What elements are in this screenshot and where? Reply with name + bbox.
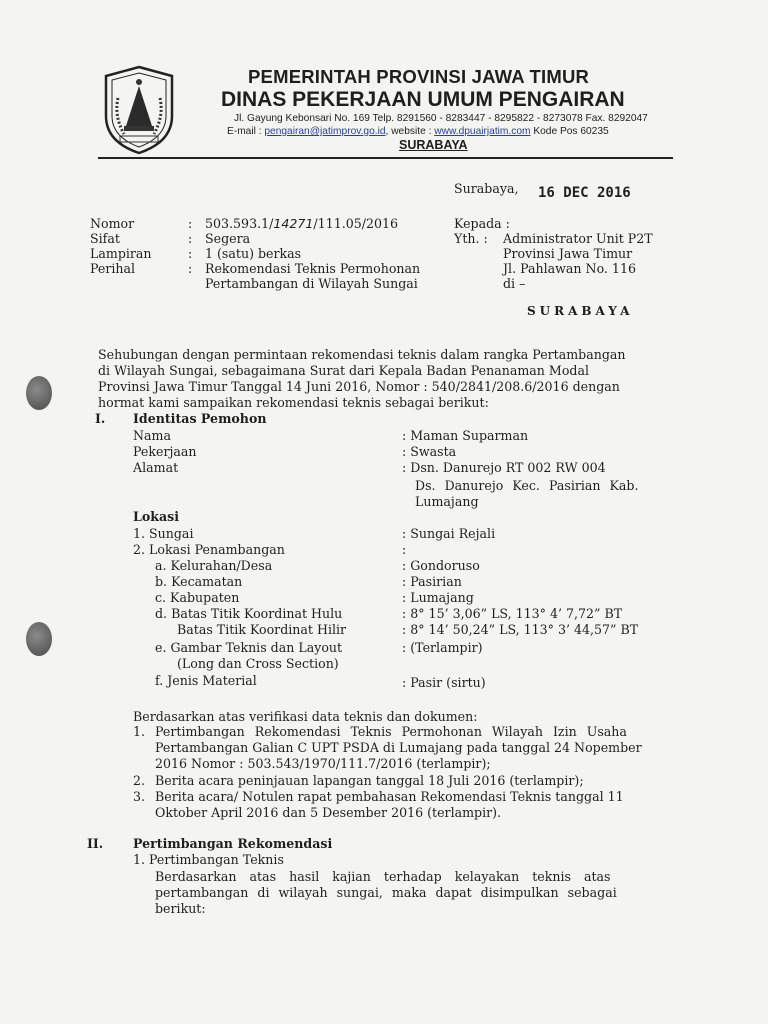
section-2-line: pertambangan di wilayah sungai, maka dapat disimpulkan sebagai — [155, 885, 617, 900]
recipient-line: Provinsi Jawa Timur — [503, 246, 633, 261]
verification-line: 2016 Nomor : 503.543/1970/111.7/2016 (terlampir); — [155, 756, 491, 771]
loc-value: : Lumajang — [402, 590, 474, 605]
loc-label: (Long dan Cross Section) — [177, 656, 339, 671]
letterhead-city: SURABAYA — [399, 138, 468, 152]
section-2-number: II. — [87, 836, 104, 851]
loc-value: : Sungai Rejali — [402, 526, 496, 541]
date-place: Surabaya, — [454, 181, 519, 196]
field-value: : Dsn. Danurejo RT 002 RW 004 — [402, 460, 606, 475]
nomor-handwritten: 14271 — [273, 216, 314, 231]
verification-line: Berita acara/ Notulen rapat pembahasan Rekomendasi Teknis tanggal 11 — [155, 789, 624, 804]
verification-num: 2. — [133, 773, 146, 788]
loc-label: b. Kecamatan — [155, 574, 243, 589]
verification-line: Berita acara peninjauan lapangan tanggal 18 Juli 2016 (terlampir); — [155, 773, 584, 788]
loc-label: 2. Lokasi Penambangan — [133, 542, 285, 557]
nomor-suffix: /111.05/2016 — [313, 216, 399, 231]
verification-lead: Berdasarkan atas verifikasi data teknis dan dokumen: — [133, 709, 478, 724]
nomor-prefix: 503.593.1/ — [205, 216, 274, 231]
loc-label: e. Gambar Teknis dan Layout — [155, 640, 343, 655]
verification-line: Oktober April 2016 dan 5 Desember 2016 (terlampir). — [155, 805, 502, 820]
loc-label: Batas Titik Koordinat Hilir — [177, 622, 347, 637]
meta-colon: : — [188, 261, 193, 276]
meta-lampiran-value: 1 (satu) berkas — [205, 246, 302, 261]
verification-line: Pertimbangan Rekomendasi Teknis Permohonan Wilayah Izin Usaha — [155, 724, 627, 739]
section-2-line: berikut: — [155, 901, 206, 916]
loc-label: f. Jenis Material — [155, 673, 257, 688]
recipient-line: di – — [503, 276, 526, 291]
provincial-emblem-icon — [100, 64, 178, 156]
verification-line: Pertambangan Galian C UPT PSDA di Lumajang pada tanggal 24 Nopember — [155, 740, 642, 755]
loc-label: a. Kelurahan/Desa — [155, 558, 273, 573]
meta-lampiran-label: Lampiran — [90, 246, 152, 261]
punch-hole-bottom — [26, 622, 52, 656]
meta-perihal-label: Perihal — [90, 261, 136, 276]
meta-colon: : — [188, 246, 193, 261]
field-value: : Maman Suparman — [402, 428, 529, 443]
loc-label: 1. Sungai — [133, 526, 194, 541]
section-2-sub: 1. Pertimbangan Teknis — [133, 852, 284, 867]
recipient-line: Administrator Unit P2T — [503, 231, 653, 246]
field-value: : Swasta — [402, 444, 457, 459]
field-label: Nama — [133, 428, 171, 443]
recipient-kepada: Kepada : — [454, 216, 510, 231]
date-stamp: 16 DEC 2016 — [538, 185, 631, 201]
meta-sifat-value: Segera — [205, 231, 251, 246]
loc-value: : 8° 14’ 50,24” LS, 113° 3’ 44,57” BT — [402, 622, 639, 637]
recipient-yth: Yth. : — [454, 231, 488, 246]
section-1-title: Identitas Pemohon — [133, 411, 267, 426]
meta-nomor-value — [205, 216, 398, 232]
verification-num: 3. — [133, 789, 146, 804]
field-label: Pekerjaan — [133, 444, 197, 459]
intro-line: Provinsi Jawa Timur Tanggal 14 Juni 2016, Nomor : 540/2841/208.6/2016 dengan — [98, 379, 620, 394]
meta-colon: : — [188, 216, 193, 231]
punch-hole-top — [26, 376, 52, 410]
section-1-number: I. — [95, 411, 106, 426]
loc-value: : — [402, 542, 407, 557]
meta-sifat-label: Sifat — [90, 231, 120, 246]
website-label: , website : — [385, 126, 432, 137]
recipient-line: Jl. Pahlawan No. 116 — [503, 261, 636, 276]
section-2-title: Pertimbangan Rekomendasi — [133, 836, 333, 851]
loc-value: : Pasirian — [402, 574, 462, 589]
email-link[interactable]: pengairan@jatimprov.go.id — [264, 126, 386, 137]
loc-value: : (Terlampir) — [402, 640, 483, 655]
government-name: PEMERINTAH PROVINSI JAWA TIMUR — [248, 66, 590, 87]
website-link[interactable]: www.dpuairjatim.com — [434, 126, 531, 137]
loc-value: : Gondoruso — [402, 558, 480, 573]
field-label: Alamat — [133, 460, 179, 475]
field-value-cont: Ds. Danurejo Kec. Pasirian Kab. — [415, 478, 639, 493]
loc-label: c. Kabupaten — [155, 590, 240, 605]
loc-label: d. Batas Titik Koordinat Hulu — [155, 606, 343, 621]
email-label: E-mail : — [227, 126, 262, 137]
lokasi-heading: Lokasi — [133, 509, 180, 524]
verification-num: 1. — [133, 724, 146, 739]
meta-perihal-value: Rekomendasi Teknis Permohonan — [205, 261, 421, 276]
section-2-line: Berdasarkan atas hasil kajian terhadap kelayakan teknis atas — [155, 869, 611, 884]
recipient-city: SURABAYA — [527, 304, 634, 318]
contact-line — [227, 126, 609, 137]
loc-value: : Pasir (sirtu) — [402, 675, 486, 690]
header-divider — [98, 157, 673, 159]
postal-code: Kode Pos 60235 — [533, 126, 609, 137]
agency-address: Jl. Gayung Kebonsari No. 169 Telp. 8291560 - 8283447 - 8295822 - 8273078 Fax. 8292047 — [234, 113, 648, 124]
intro-line: Sehubungan dengan permintaan rekomendasi teknis dalam rangka Pertambangan — [98, 347, 626, 362]
agency-name: DINAS PEKERJAAN UMUM PENGAIRAN — [221, 88, 625, 111]
loc-value: : 8° 15’ 3,06” LS, 113° 4’ 7,72” BT — [402, 606, 623, 621]
meta-perihal-value-2: Pertambangan di Wilayah Sungai — [205, 276, 418, 291]
meta-nomor-label: Nomor — [90, 216, 135, 231]
meta-colon: : — [188, 231, 193, 246]
intro-line: di Wilayah Sungai, sebagaimana Surat dari Kepala Badan Penanaman Modal — [98, 363, 589, 378]
field-value-cont: Lumajang — [415, 494, 479, 509]
intro-line: hormat kami sampaikan rekomendasi teknis sebagai berikut: — [98, 395, 489, 410]
